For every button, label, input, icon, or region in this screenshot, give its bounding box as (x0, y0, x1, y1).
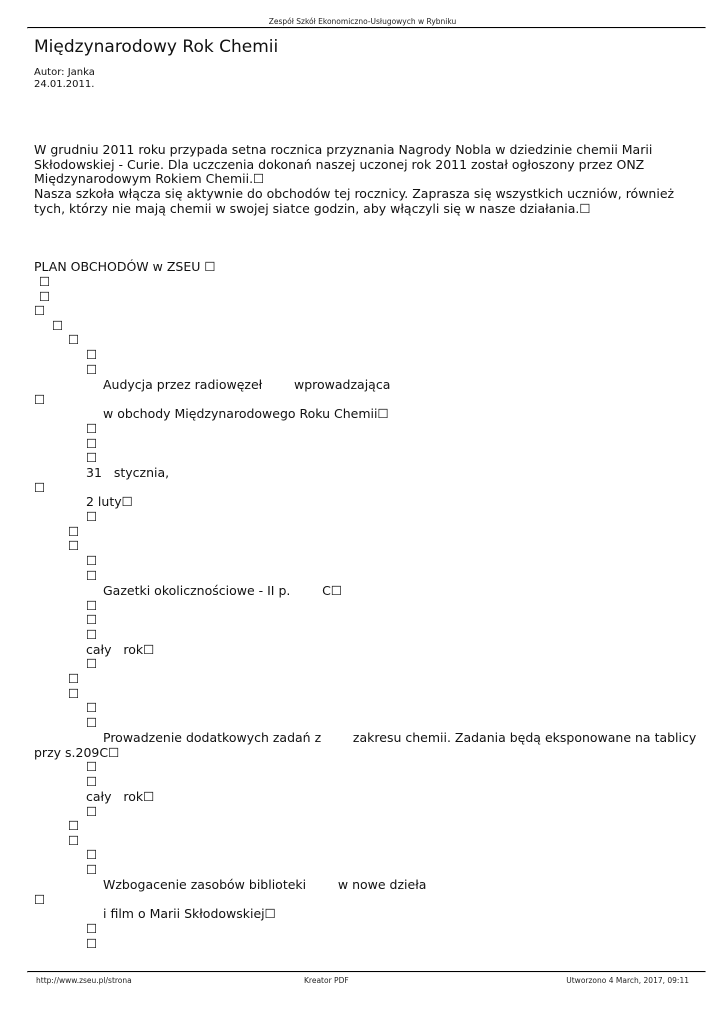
event-name: Gazetki okolicznościowe - II p. C☐ (103, 583, 343, 598)
checkbox-glyph: ☐ (34, 892, 46, 907)
checkbox-glyph: ☐ (86, 715, 98, 730)
checkbox-glyph: ☐ (86, 774, 98, 789)
checkbox-glyph: ☐ (86, 936, 98, 951)
checkbox-glyph: ☐ (34, 392, 46, 407)
header-divider (27, 27, 706, 29)
checkbox-glyph: ☐ (39, 274, 51, 289)
event-date: cały rok☐ (86, 789, 155, 804)
checkbox-glyph: ☐ (86, 421, 98, 436)
checkbox-glyph: ☐ (52, 318, 64, 333)
event-date: cały rok☐ (86, 642, 155, 657)
event-name: i film o Marii Skłodowskiej☐ (103, 906, 276, 921)
event-name: w obchody Międzynarodowego Roku Chemii☐ (103, 406, 389, 421)
footer-generator: Kreator PDF (304, 976, 349, 985)
checkbox-glyph: ☐ (68, 833, 80, 848)
footer-url[interactable]: http://www.zseu.pl/strona (36, 976, 132, 985)
checkbox-glyph: ☐ (86, 598, 98, 613)
checkbox-glyph: ☐ (86, 656, 98, 671)
checkbox-glyph: ☐ (68, 818, 80, 833)
checkbox-glyph: ☐ (86, 759, 98, 774)
event-name: Wzbogacenie zasobów biblioteki w nowe dzieła (103, 877, 427, 892)
article-author: Autor: Janka (34, 67, 95, 78)
checkbox-glyph: ☐ (34, 303, 46, 318)
checkbox-glyph: ☐ (86, 847, 98, 862)
page-header: Zespół Szkół Ekonomiczno-Usługowych w Rybniku (268, 17, 457, 26)
checkbox-glyph: ☐ (86, 347, 98, 362)
checkbox-glyph: ☐ (86, 568, 98, 583)
checkbox-glyph: ☐ (86, 436, 98, 451)
event-name: przy s.209C☐ (34, 745, 120, 760)
footer-created: Utworzono 4 March, 2017, 09:11 (566, 976, 689, 985)
checkbox-glyph: ☐ (86, 700, 98, 715)
checkbox-glyph: ☐ (68, 538, 80, 553)
event-date: 2 luty☐ (86, 494, 133, 509)
event-date: 31 stycznia, (86, 465, 170, 480)
checkbox-glyph: ☐ (86, 553, 98, 568)
checkbox-glyph: ☐ (86, 804, 98, 819)
event-name: Audycja przez radiowęzeł wprowadzająca (103, 377, 391, 392)
event-name: Prowadzenie dodatkowych zadań z zakresu chemii. Zadania będą eksponowane na tablicy (103, 730, 697, 745)
checkbox-glyph: ☐ (86, 450, 98, 465)
school-paragraph: Nasza szkoła włącza się aktywnie do obchodów tej rocznicy. Zaprasza się wszystkich uczniów, również tych, którzy nie mają chemii w swojej siatce godzin, aby włączyli się w nasze działania.☐ (34, 186, 675, 216)
article-title: Międzynarodowy Rok Chemii (34, 37, 279, 57)
footer-divider (27, 971, 706, 973)
checkbox-glyph: ☐ (86, 362, 98, 377)
plan-heading: PLAN OBCHODÓW w ZSEU ☐ (34, 259, 216, 274)
checkbox-glyph: ☐ (86, 862, 98, 877)
checkbox-glyph: ☐ (68, 524, 80, 539)
celebration-plan (0, 260, 725, 965)
checkbox-glyph: ☐ (86, 509, 98, 524)
checkbox-glyph: ☐ (68, 671, 80, 686)
checkbox-glyph: ☐ (34, 480, 46, 495)
checkbox-glyph: ☐ (86, 921, 98, 936)
checkbox-glyph: ☐ (68, 332, 80, 347)
checkbox-glyph: ☐ (86, 612, 98, 627)
checkbox-glyph: ☐ (68, 686, 80, 701)
checkbox-glyph: ☐ (39, 289, 51, 304)
intro-paragraph: W grudniu 2011 roku przypada setna rocznica przyznania Nagrody Nobla w dziedzinie chemii Marii Skłodowskiej - Curie. Dla uczczenia dokonań naszej uczonej rok 2011 został ogłoszony przez ONZ Międzynarodowym Rokiem Chemii.☐ (34, 142, 653, 186)
article-date: 24.01.2011. (34, 79, 95, 90)
checkbox-glyph: ☐ (86, 627, 98, 642)
